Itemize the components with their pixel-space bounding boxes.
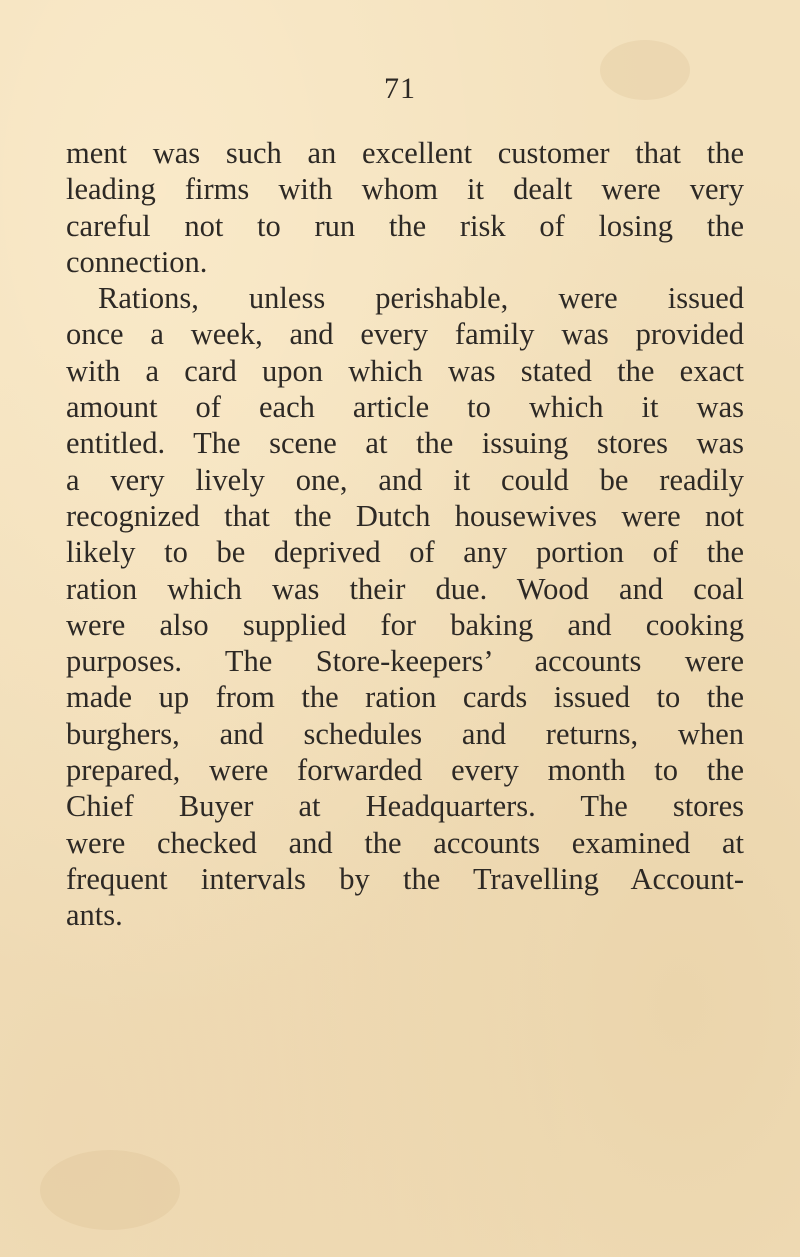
text-line: frequent intervals by the Travelling Account- xyxy=(66,861,744,896)
text-line: purposes. The Store-keepers’ accounts were xyxy=(66,644,744,679)
text-line: likely to be deprived of any portion of the xyxy=(66,535,744,570)
text-line: were also supplied for baking and cooking xyxy=(66,607,744,642)
text-line: connection. xyxy=(66,244,208,279)
text-line: Chief Buyer at Headquarters. The stores xyxy=(66,789,744,824)
text-line: prepared, were forwarded every month to the xyxy=(66,753,744,788)
text-line: were checked and the accounts examined at xyxy=(66,825,744,860)
paper-stain xyxy=(40,1150,180,1230)
text-line: ants. xyxy=(66,898,123,933)
text-line: made up from the ration cards issued to the xyxy=(66,680,744,715)
page-number: 71 xyxy=(384,72,416,105)
text-line: burghers, and schedules and returns, when xyxy=(66,716,744,751)
text-line: once a week, and every family was provided xyxy=(66,317,744,352)
text-line: a very lively one, and it could be readily xyxy=(66,462,744,497)
text-line: Rations, unless perishable, were issued xyxy=(98,281,744,316)
text-line: ment was such an excellent customer that the xyxy=(66,136,744,170)
text-line: entitled. The scene at the issuing stores was xyxy=(66,426,744,461)
body-paragraph xyxy=(66,135,744,934)
text-line: ration which was their due. Wood and coal xyxy=(66,571,744,606)
text-line: amount of each article to which it was xyxy=(66,390,744,425)
text-line: careful not to run the risk of losing the xyxy=(66,208,744,243)
text-line: leading firms with whom it dealt were very xyxy=(66,172,744,207)
text-line: with a card upon which was stated the exact xyxy=(66,353,744,388)
text-line: recognized that the Dutch housewives were not xyxy=(66,498,744,533)
